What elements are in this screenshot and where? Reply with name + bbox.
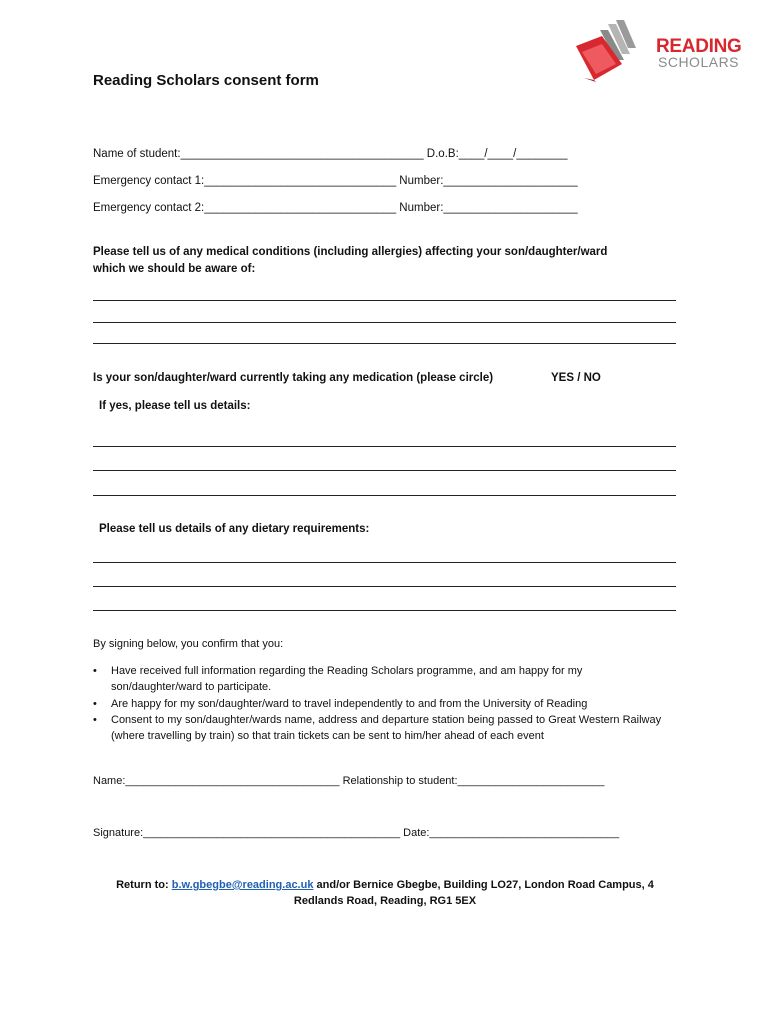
signature-date-field[interactable]: Signature:__________________________________________ Date:_______________________________ [93,827,620,839]
bullet-icon: • [93,697,97,710]
medication-answer-line-3[interactable] [93,495,676,496]
medical-conditions-question-cont: which we should be aware of: [93,263,256,275]
medication-answer-line-2[interactable] [93,470,676,471]
confirmation-intro: By signing below, you confirm that you: [93,638,284,650]
bullet-icon: • [93,665,97,677]
dietary-answer-line-1[interactable] [93,562,676,563]
return-prefix: Return to: [116,879,172,891]
bullet-icon: • [93,713,97,726]
book-stack-icon [572,18,662,84]
page-title: Reading Scholars consent form [93,72,319,89]
medication-details-label: If yes, please tell us details: [99,400,251,412]
emergency-contact-1-field[interactable]: Emergency contact 1:______________________________ Number:_____________________ [93,175,578,187]
return-email-link[interactable]: b.w.gbegbe@reading.ac.uk [171,879,314,891]
reading-scholars-logo [572,18,742,84]
dietary-answer-line-2[interactable] [93,586,676,587]
medical-answer-line-2[interactable] [93,322,676,323]
return-address-line-1 [0,878,770,892]
emergency-contact-2-field[interactable]: Emergency contact 2:______________________________ Number:_____________________ [93,202,578,214]
student-name-dob-field[interactable]: Name of student:______________________________________ D.o.B:____/____/________ [93,148,568,160]
list-item: • Have received full information regarding the Reading Scholars programme, and am happy for my son/daughter/ward to participate. [93,665,583,694]
medication-yes-no-options[interactable]: YES / NO [551,372,601,384]
medication-answer-line-1[interactable] [93,446,676,447]
dietary-answer-line-3[interactable] [93,610,676,611]
confirmation-list [93,663,673,744]
return-address-line-2: Redlands Road, Reading, RG1 5EX [293,895,477,907]
return-suffix: and/or Bernice Gbegbe, Building LO27, London Road Campus, 4 [313,879,654,891]
medical-answer-line-1[interactable] [93,300,676,301]
medication-question: Is your son/daughter/ward currently taking any medication (please circle) [93,372,494,384]
logo-wordmark-scholars: SCHOLARS [658,54,740,70]
name-relationship-field[interactable]: Name:___________________________________ Relationship to student:________________________ [93,775,605,787]
medical-conditions-question: Please tell us of any medical conditions (including allergies) affecting your son/daughter/ward [93,246,608,258]
list-item: • Are happy for my son/daughter/ward to travel independently to and from the University of Reading [93,696,673,712]
medical-answer-line-3[interactable] [93,343,676,344]
logo-wordmark-reading: READING [656,36,742,57]
list-item: • Consent to my son/daughter/wards name, address and departure station being passed to Great Western Railway (where travelling by train) so that train tickets can be sent to him/her ahead of each event [93,713,662,743]
dietary-question: Please tell us details of any dietary requirements: [99,523,370,535]
